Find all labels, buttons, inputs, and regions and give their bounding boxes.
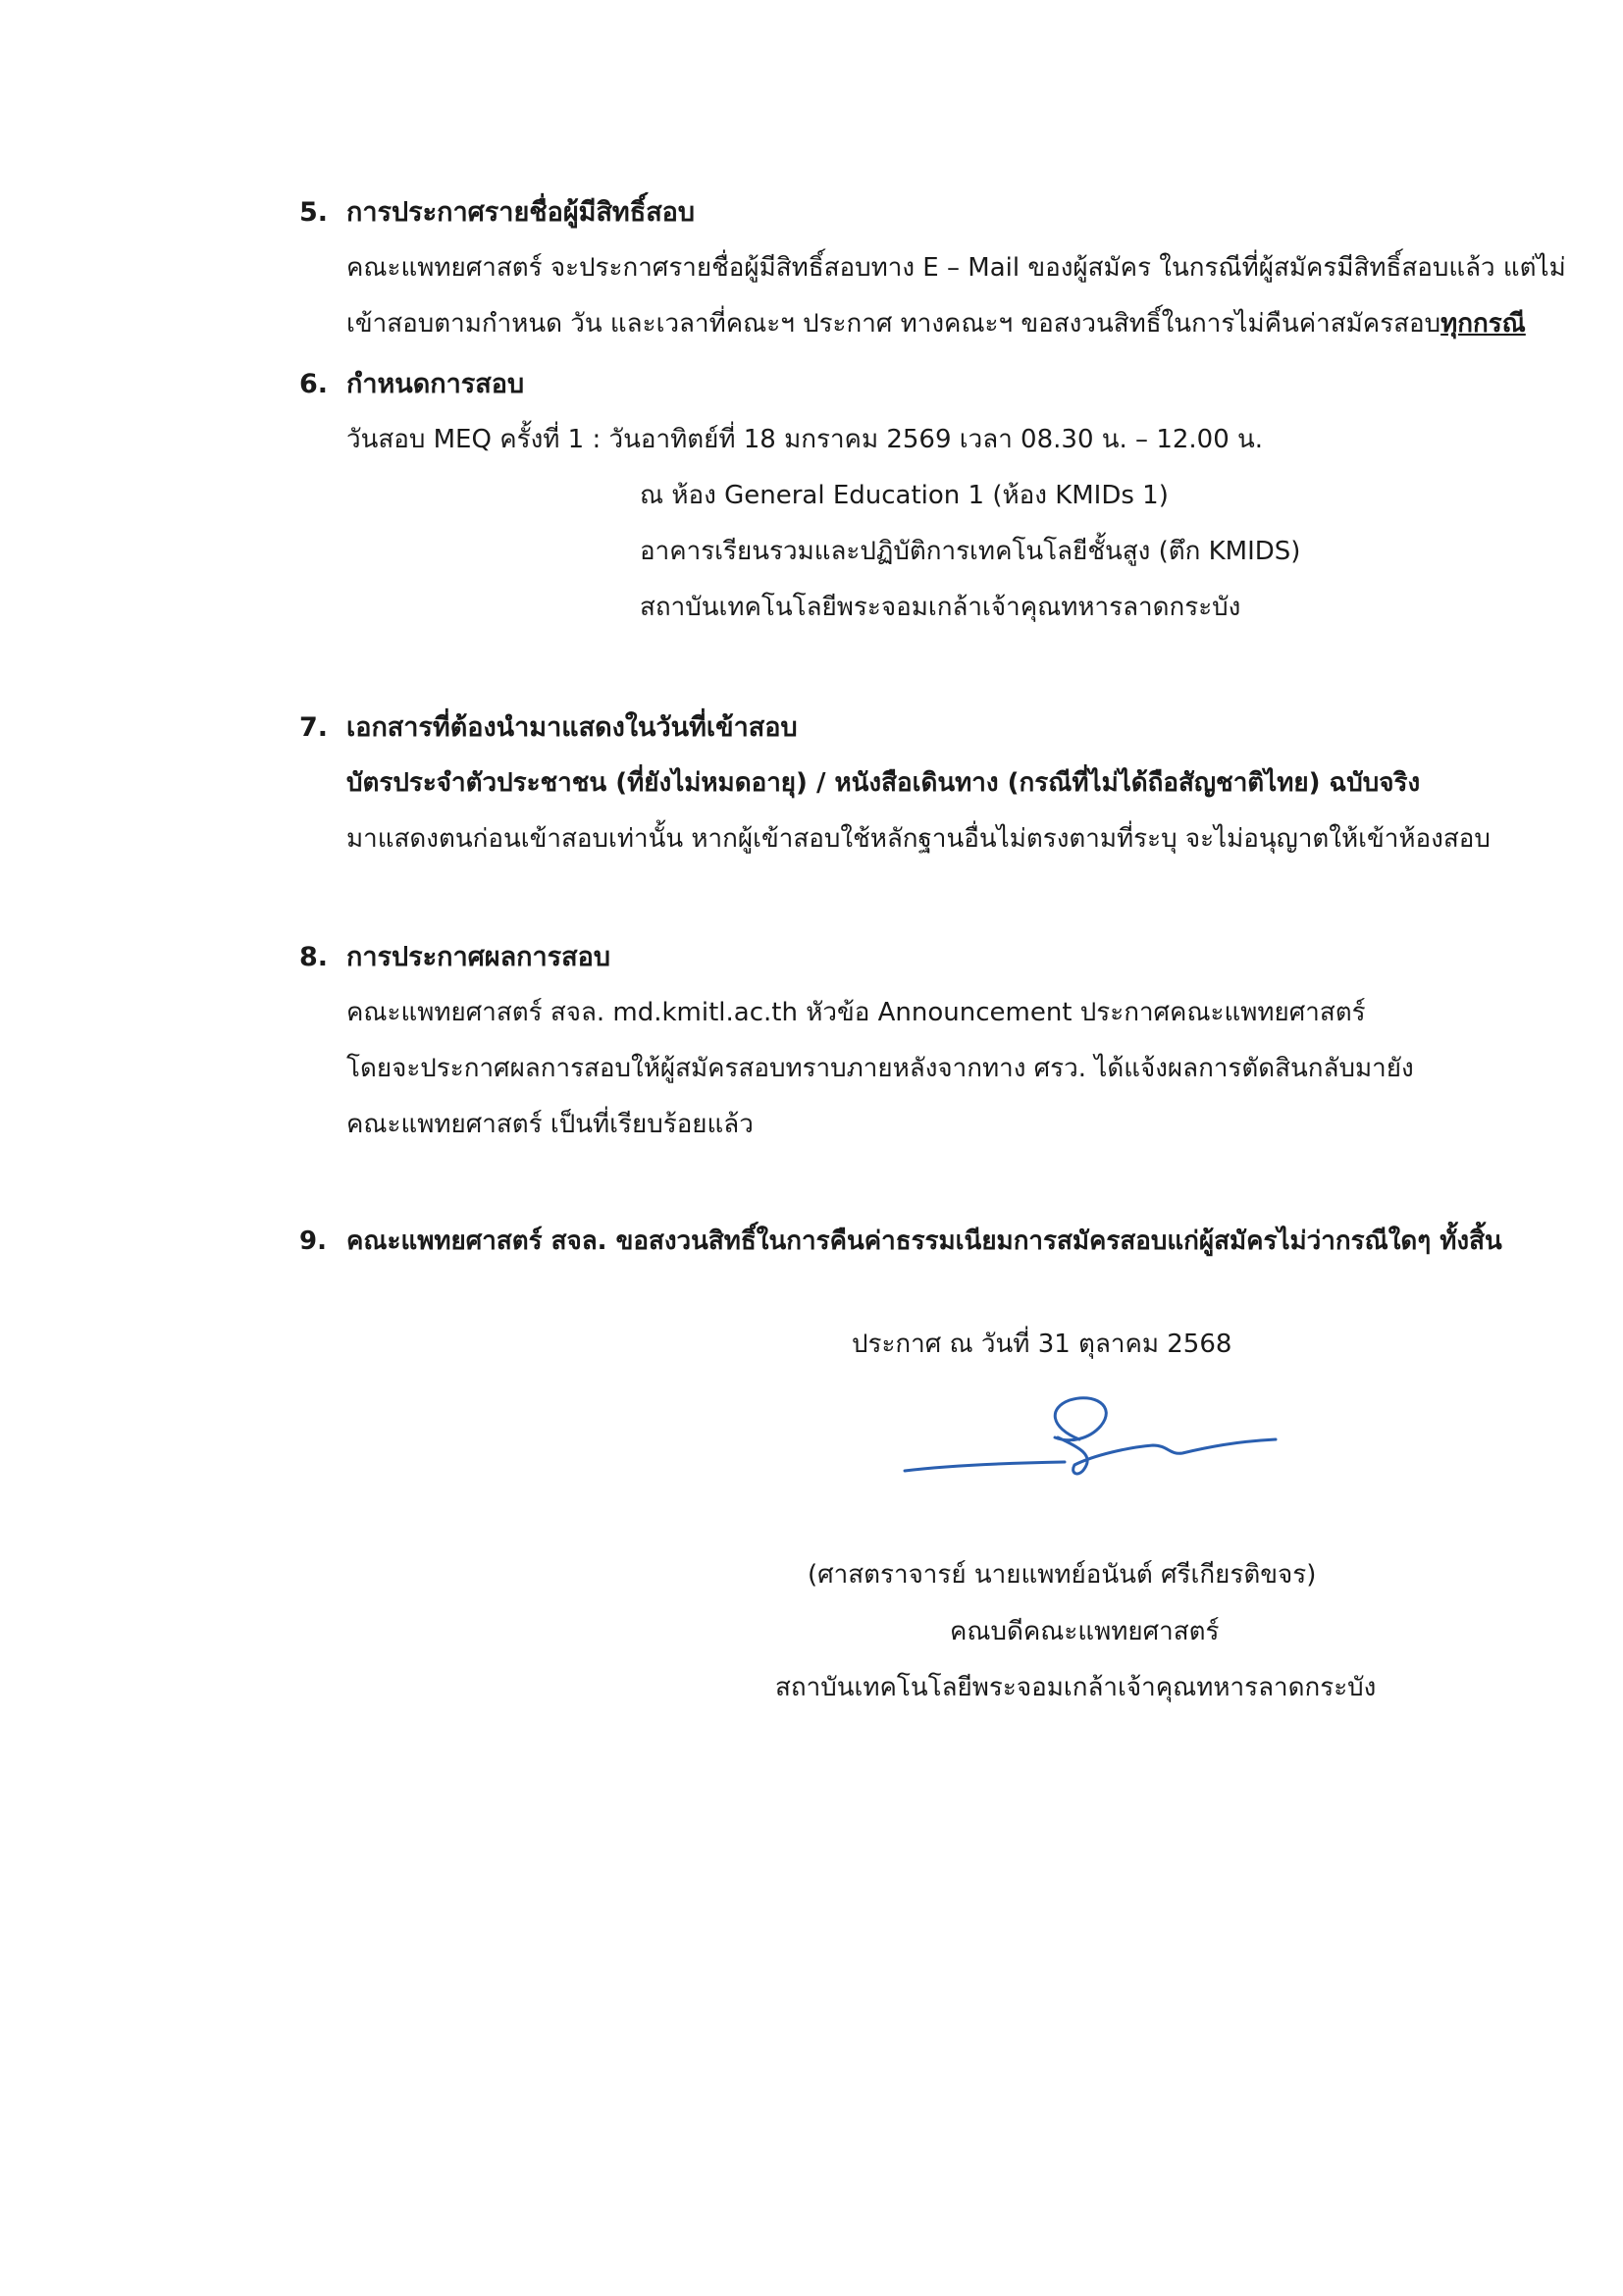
section-7-heading — [299, 714, 798, 741]
section-6-room: ณ ห้อง General Education 1 (ห้อง KMIDs 1) — [640, 481, 1169, 510]
section-7-number: 7. — [299, 712, 329, 743]
section-6-heading — [299, 371, 524, 397]
section-6-building: อาคารเรียนรวมและปฏิบัติการเทคโนโลยีชั้นสูง (ตึก KMIDS) — [640, 537, 1301, 566]
section-9-heading — [299, 1228, 1502, 1254]
section-5-number: 5. — [299, 197, 329, 228]
signer-name: (ศาสตราจารย์ นายแพทย์อนันต์ ศรีเกียรติขจร) — [808, 1560, 1317, 1590]
section-9-title: คณะแพทยศาสตร์ สจล. ขอสงวนสิทธิ์ในการคืนค่าธรรมเนียมการสมัครสอบแก่ผู้สมัครไม่ว่ากรณีใดๆ ทั้งสิ้น — [346, 1226, 1502, 1256]
section-5-line-1: คณะแพทยศาสตร์ จะประกาศรายชื่อผู้มีสิทธิ์สอบทาง E – Mail ของผู้สมัคร ในกรณีที่ผู้สมัครมีสิทธิ์สอบแล้ว แต่ไม่ — [346, 253, 1566, 283]
section-6-title: กำหนดการสอบ — [346, 369, 525, 399]
section-6-institution: สถาบันเทคโนโลยีพระจอมเกล้าเจ้าคุณทหารลาดกระบัง — [640, 593, 1241, 622]
section-9-number: 9. — [299, 1226, 327, 1256]
section-6-exam-date: วันสอบ MEQ ครั้งที่ 1 : วันอาทิตย์ที่ 18 มกราคม 2569 เวลา 08.30 น. – 12.00 น. — [346, 425, 1264, 454]
section-5-title: การประกาศรายชื่อผู้มีสิทธิ์สอบ — [346, 197, 696, 228]
closing-institution: สถาบันเทคโนโลยีพระจอมเกล้าเจ้าคุณทหารลาดกระบัง — [775, 1673, 1377, 1702]
signer-position: คณบดีคณะแพทยศาสตร์ — [950, 1617, 1220, 1646]
section-5-line-2-text: เข้าสอบตามกำหนด วัน และเวลาที่คณะฯ ประกาศ ทางคณะฯ ขอสงวนสิทธิ์ในการไม่คืนค่าสมัครสอบ — [346, 309, 1441, 339]
section-8-title: การประกาศผลการสอบ — [346, 942, 611, 972]
signature-image — [883, 1379, 1295, 1487]
section-8-heading — [299, 944, 610, 970]
section-7-line-2: มาแสดงตนก่อนเข้าสอบเท่านั้น หากผู้เข้าสอบใช้หลักฐานอื่นไม่ตรงตามที่ระบุ จะไม่อนุญาตให้เข้าห้องสอบ — [346, 824, 1491, 854]
section-8-line-1: คณะแพทยศาสตร์ สจล. md.kmitl.ac.th หัวข้อ Announcement ประกาศคณะแพทยศาสตร์ — [346, 998, 1366, 1027]
section-5-heading — [299, 199, 695, 226]
section-7-required-documents: บัตรประจำตัวประชาชน (ที่ยังไม่หมดอายุ) / หนังสือเดินทาง (กรณีที่ไม่ได้ถือสัญชาติไทย) ฉบับจริง — [346, 768, 1421, 798]
section-8-line-2: โดยจะประกาศผลการสอบให้ผู้สมัครสอบทราบภายหลังจากทาง ศรว. ได้แจ้งผลการตัดสินกลับมายัง — [346, 1054, 1414, 1083]
section-7-title: เอกสารที่ต้องนำมาแสดงในวันที่เข้าสอบ — [346, 712, 798, 743]
section-5-emphasis: ทุกกรณี — [1440, 309, 1526, 339]
section-8-number: 8. — [299, 942, 329, 972]
section-8-line-3: คณะแพทยศาสตร์ เป็นที่เรียบร้อยแล้ว — [346, 1110, 754, 1139]
section-5-line-2 — [346, 311, 1526, 337]
section-6-number: 6. — [299, 369, 329, 399]
announcement-date: ประกาศ ณ วันที่ 31 ตุลาคม 2568 — [852, 1330, 1232, 1359]
